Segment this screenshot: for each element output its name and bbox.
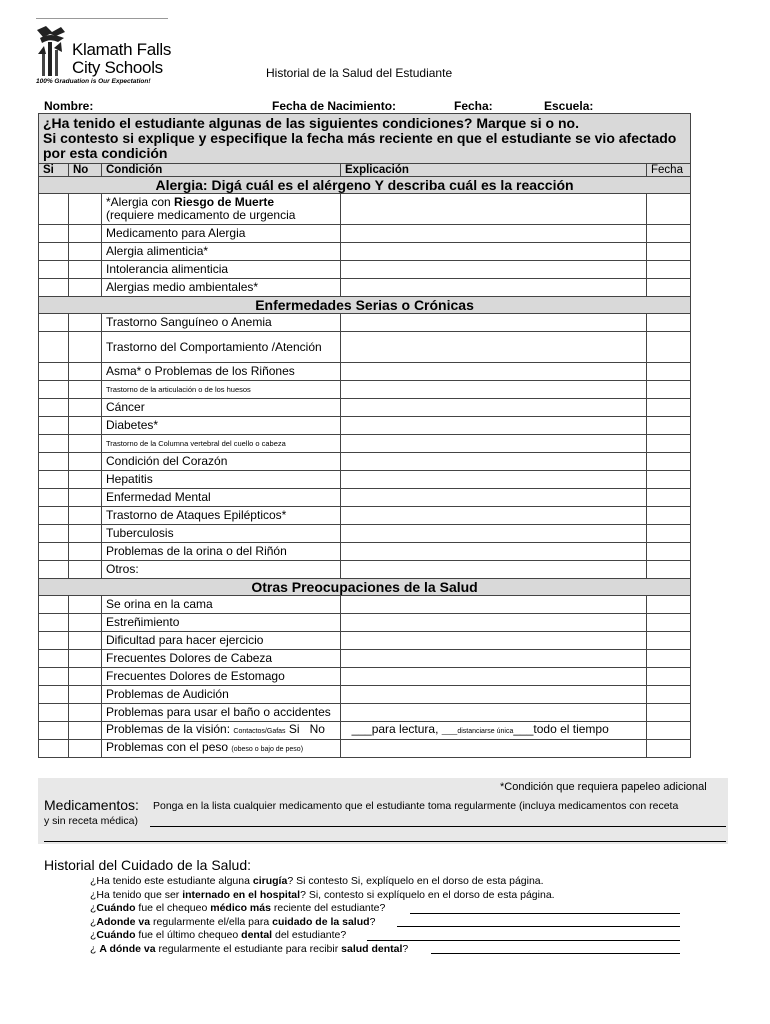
explanation-field[interactable] bbox=[341, 596, 647, 614]
school-logo bbox=[34, 22, 184, 92]
explanation-field[interactable] bbox=[341, 399, 647, 417]
date-field[interactable] bbox=[647, 668, 691, 686]
condition-label: Otros: bbox=[102, 561, 341, 579]
checkbox-no[interactable] bbox=[69, 471, 102, 489]
condition-label: Estreñimiento bbox=[102, 614, 341, 632]
table-row bbox=[39, 686, 691, 704]
checkbox-no[interactable] bbox=[69, 650, 102, 668]
checkbox-si[interactable] bbox=[39, 417, 69, 435]
date-field[interactable] bbox=[647, 561, 691, 579]
condition-label: Diabetes* bbox=[102, 417, 341, 435]
table-row bbox=[39, 363, 691, 381]
checkbox-si[interactable] bbox=[39, 399, 69, 417]
checkbox-no[interactable] bbox=[69, 225, 102, 243]
date-field[interactable] bbox=[647, 435, 691, 453]
table-row bbox=[39, 399, 691, 417]
date-field[interactable] bbox=[647, 507, 691, 525]
checkbox-no[interactable] bbox=[69, 279, 102, 297]
allergy-rows bbox=[39, 225, 691, 297]
table-row bbox=[39, 489, 691, 507]
medications-text: Ponga en la lista cualquier medicamento que el estudiante toma regularmente (incluya medicamentos con receta bbox=[153, 800, 679, 812]
checkbox-no[interactable] bbox=[69, 686, 102, 704]
history-question-checkup: ¿Cuándo fue el chequeo médico más reciente del estudiante? bbox=[90, 902, 386, 914]
checkbox-no[interactable] bbox=[69, 740, 102, 758]
explanation-field[interactable] bbox=[341, 435, 647, 453]
explanation-field[interactable] bbox=[341, 194, 647, 225]
checkbox-si[interactable] bbox=[39, 332, 69, 363]
checkbox-no[interactable] bbox=[69, 194, 102, 225]
logo-line1: Klamath Falls bbox=[72, 40, 172, 59]
checkbox-si[interactable] bbox=[39, 668, 69, 686]
explanation-field[interactable] bbox=[341, 668, 647, 686]
explanation-field[interactable] bbox=[341, 225, 647, 243]
date-field[interactable] bbox=[647, 381, 691, 399]
col-condicion: Condición bbox=[102, 164, 341, 177]
explanation-field[interactable] bbox=[341, 363, 647, 381]
checkbox-si[interactable] bbox=[39, 435, 69, 453]
table-row bbox=[39, 381, 691, 399]
condition-label: Alergia alimenticia* bbox=[102, 243, 341, 261]
document-title: Historial de la Salud del Estudiante bbox=[266, 66, 453, 80]
date-field[interactable] bbox=[647, 243, 691, 261]
history-question-surgery: ¿Ha tenido este estudiante alguna cirugía? Si contesto Si, explíquelo en el dorso de esta página. bbox=[90, 875, 544, 887]
condition-label: Alergias medio ambientales* bbox=[102, 279, 341, 297]
condition-label: Se orina en la cama bbox=[102, 596, 341, 614]
checkbox-no[interactable] bbox=[69, 489, 102, 507]
checkbox-no[interactable] bbox=[69, 417, 102, 435]
checkbox-no[interactable] bbox=[69, 435, 102, 453]
footnote: *Condición que requiera papeleo adicional bbox=[500, 781, 707, 793]
checkbox-si[interactable] bbox=[39, 261, 69, 279]
table-row bbox=[39, 740, 691, 758]
date-field[interactable] bbox=[647, 525, 691, 543]
answer-line-care[interactable] bbox=[397, 926, 680, 927]
condition-label: Frecuentes Dolores de Cabeza bbox=[102, 650, 341, 668]
condition-label: *Alergia con Riesgo de Muerte (requiere medicamento de urgencia bbox=[102, 194, 341, 225]
table-row bbox=[39, 543, 691, 561]
checkbox-si[interactable] bbox=[39, 704, 69, 722]
table-row bbox=[39, 332, 691, 363]
date-field[interactable] bbox=[647, 596, 691, 614]
conditions-table bbox=[38, 113, 691, 758]
date-field[interactable] bbox=[647, 314, 691, 332]
checkbox-no[interactable] bbox=[69, 243, 102, 261]
checkbox-si[interactable] bbox=[39, 489, 69, 507]
field-fecha: Fecha: bbox=[454, 99, 493, 113]
col-no: No bbox=[69, 164, 102, 177]
checkbox-si[interactable] bbox=[39, 632, 69, 650]
table-row bbox=[39, 632, 691, 650]
condition-label: Intolerancia alimenticia bbox=[102, 261, 341, 279]
condition-label: Problemas de Audición bbox=[102, 686, 341, 704]
explanation-field[interactable] bbox=[341, 471, 647, 489]
answer-line-checkup[interactable] bbox=[410, 913, 680, 914]
condition-label: Enfermedad Mental bbox=[102, 489, 341, 507]
checkbox-no[interactable] bbox=[69, 525, 102, 543]
date-field[interactable] bbox=[647, 194, 691, 225]
logo-line2: City Schools bbox=[72, 58, 163, 77]
date-field[interactable] bbox=[647, 363, 691, 381]
checkbox-si[interactable] bbox=[39, 314, 69, 332]
date-field[interactable] bbox=[647, 650, 691, 668]
section-other-heading: Otras Preocupaciones de la Salud bbox=[39, 579, 691, 596]
checkbox-si[interactable] bbox=[39, 243, 69, 261]
column-header-row bbox=[39, 164, 691, 177]
checkbox-si[interactable] bbox=[39, 740, 69, 758]
date-field[interactable] bbox=[647, 225, 691, 243]
checkbox-no[interactable] bbox=[69, 722, 102, 740]
checkbox-si[interactable] bbox=[39, 507, 69, 525]
date-field[interactable] bbox=[647, 279, 691, 297]
vision-explanation[interactable]: ___para lectura, ____distanciarse única___todo el tiempo bbox=[341, 722, 647, 740]
question-text: ¿Ha tenido el estudiante algunas de las siguientes condiciones? Marque si o no. Si contesto si explique y especifique la fecha más reciente en que el estudiante se vio afectado por esta condición bbox=[39, 114, 691, 164]
checkbox-no[interactable] bbox=[69, 453, 102, 471]
checkbox-no[interactable] bbox=[69, 668, 102, 686]
explanation-field[interactable] bbox=[341, 561, 647, 579]
checkbox-no[interactable] bbox=[69, 596, 102, 614]
answer-line-dental-care[interactable] bbox=[431, 953, 680, 954]
checkbox-no[interactable] bbox=[69, 261, 102, 279]
chronic-rows bbox=[39, 314, 691, 579]
date-field[interactable] bbox=[647, 332, 691, 363]
checkbox-no[interactable] bbox=[69, 632, 102, 650]
condition-label: Dificultad para hacer ejercicio bbox=[102, 632, 341, 650]
date-field[interactable] bbox=[647, 471, 691, 489]
condition-label: Problemas de la orina o del Riñón bbox=[102, 543, 341, 561]
explanation-field[interactable] bbox=[341, 381, 647, 399]
condition-label: Medicamento para Alergia bbox=[102, 225, 341, 243]
condition-label: Trastorno de la Columna vertebral del cuello o cabeza bbox=[102, 435, 341, 453]
col-fecha: Fecha bbox=[647, 164, 691, 177]
explanation-field[interactable] bbox=[341, 279, 647, 297]
question-row bbox=[39, 114, 691, 164]
col-explicacion: Explicación bbox=[341, 164, 647, 177]
checkbox-si[interactable] bbox=[39, 722, 69, 740]
checkbox-si[interactable] bbox=[39, 381, 69, 399]
condition-label: Problemas para usar el baño o accidentes bbox=[102, 704, 341, 722]
table-row bbox=[39, 704, 691, 722]
explanation-field[interactable] bbox=[341, 417, 647, 435]
date-field[interactable] bbox=[647, 261, 691, 279]
section-allergy-heading: Alergia: Digá cuál es el alérgeno Y describa cuál es la reacción bbox=[39, 177, 691, 194]
medications-text-2: y sin receta médica) bbox=[44, 815, 138, 827]
explanation-field[interactable] bbox=[341, 453, 647, 471]
condition-label: Trastorno de la articulación o de los huesos bbox=[102, 381, 341, 399]
medications-line-2[interactable] bbox=[44, 841, 726, 842]
checkbox-si[interactable] bbox=[39, 279, 69, 297]
checkbox-si[interactable] bbox=[39, 225, 69, 243]
checkbox-no[interactable] bbox=[69, 399, 102, 417]
medications-label: Medicamentos: bbox=[44, 797, 139, 813]
logo-trees-icon bbox=[34, 24, 68, 80]
checkbox-si[interactable] bbox=[39, 471, 69, 489]
checkbox-no[interactable] bbox=[69, 381, 102, 399]
date-field[interactable] bbox=[647, 453, 691, 471]
other-rows bbox=[39, 596, 691, 722]
date-field[interactable] bbox=[647, 722, 691, 740]
top-rule bbox=[36, 18, 168, 19]
condition-label: Trastorno del Comportamiento /Atención bbox=[102, 332, 341, 363]
checkbox-si[interactable] bbox=[39, 363, 69, 381]
explanation-field[interactable] bbox=[341, 614, 647, 632]
history-question-hospital: ¿Ha tenido que ser internado en el hospital? Si, contesto si explíquelo en el dorso de esta página. bbox=[90, 889, 555, 901]
explanation-field[interactable] bbox=[341, 525, 647, 543]
explanation-field[interactable] bbox=[341, 650, 647, 668]
date-field[interactable] bbox=[647, 614, 691, 632]
table-row bbox=[39, 194, 691, 225]
field-nacimiento: Fecha de Nacimiento: bbox=[272, 99, 397, 113]
checkbox-si[interactable] bbox=[39, 543, 69, 561]
table-row bbox=[39, 525, 691, 543]
explanation-field[interactable] bbox=[341, 489, 647, 507]
checkbox-si[interactable] bbox=[39, 596, 69, 614]
date-field[interactable] bbox=[647, 686, 691, 704]
explanation-field[interactable] bbox=[341, 243, 647, 261]
checkbox-no[interactable] bbox=[69, 314, 102, 332]
date-field[interactable] bbox=[647, 543, 691, 561]
condition-label: Trastorno de Ataques Epilépticos* bbox=[102, 507, 341, 525]
explanation-field[interactable] bbox=[341, 632, 647, 650]
history-heading: Historial del Cuidado de la Salud: bbox=[44, 857, 252, 873]
checkbox-si[interactable] bbox=[39, 561, 69, 579]
checkbox-no[interactable] bbox=[69, 332, 102, 363]
checkbox-si[interactable] bbox=[39, 194, 69, 225]
explanation-field[interactable] bbox=[341, 543, 647, 561]
medications-line-1[interactable] bbox=[150, 826, 726, 827]
table-row bbox=[39, 261, 691, 279]
condition-label: Problemas de la visión: Contactos/Gafas Si No bbox=[102, 722, 341, 740]
checkbox-no[interactable] bbox=[69, 363, 102, 381]
table-row bbox=[39, 668, 691, 686]
table-row bbox=[39, 722, 691, 740]
field-nombre: Nombre: bbox=[44, 99, 94, 113]
date-field[interactable] bbox=[647, 740, 691, 758]
condition-label: Tuberculosis bbox=[102, 525, 341, 543]
table-row bbox=[39, 614, 691, 632]
history-question-care: ¿Adonde va regularmente el/ella para cuidado de la salud? bbox=[90, 916, 376, 928]
checkbox-no[interactable] bbox=[69, 561, 102, 579]
condition-label: Frecuentes Dolores de Estomago bbox=[102, 668, 341, 686]
table-row bbox=[39, 453, 691, 471]
date-field[interactable] bbox=[647, 489, 691, 507]
date-field[interactable] bbox=[647, 399, 691, 417]
checkbox-si[interactable] bbox=[39, 525, 69, 543]
explanation-field[interactable] bbox=[341, 740, 647, 758]
section-chronic-heading: Enfermedades Serias o Crónicas bbox=[39, 297, 691, 314]
table-row bbox=[39, 650, 691, 668]
table-row bbox=[39, 225, 691, 243]
date-field[interactable] bbox=[647, 417, 691, 435]
condition-label: Hepatitis bbox=[102, 471, 341, 489]
table-row bbox=[39, 561, 691, 579]
table-row bbox=[39, 243, 691, 261]
checkbox-si[interactable] bbox=[39, 650, 69, 668]
condition-label: Cáncer bbox=[102, 399, 341, 417]
condition-label: Asma* o Problemas de los Riñones bbox=[102, 363, 341, 381]
condition-label: Trastorno Sanguíneo o Anemia bbox=[102, 314, 341, 332]
checkbox-no[interactable] bbox=[69, 543, 102, 561]
table-row bbox=[39, 435, 691, 453]
explanation-field[interactable] bbox=[341, 261, 647, 279]
checkbox-no[interactable] bbox=[69, 614, 102, 632]
explanation-field[interactable] bbox=[341, 507, 647, 525]
table-row bbox=[39, 417, 691, 435]
checkbox-no[interactable] bbox=[69, 507, 102, 525]
field-escuela: Escuela: bbox=[544, 99, 594, 113]
explanation-field[interactable] bbox=[341, 314, 647, 332]
table-row bbox=[39, 471, 691, 489]
date-field[interactable] bbox=[647, 632, 691, 650]
history-question-dental-checkup: ¿Cuándo fue el último chequeo dental del estudiante? bbox=[90, 929, 347, 941]
date-field[interactable] bbox=[647, 704, 691, 722]
table-row bbox=[39, 279, 691, 297]
history-question-dental-care: ¿ A dónde va regularmente el estudiante para recibir salud dental? bbox=[90, 943, 409, 955]
logo-tagline: 100% Graduation is Our Expectation! bbox=[36, 78, 151, 85]
table-row bbox=[39, 507, 691, 525]
checkbox-si[interactable] bbox=[39, 686, 69, 704]
table-row bbox=[39, 596, 691, 614]
explanation-field[interactable] bbox=[341, 704, 647, 722]
checkbox-si[interactable] bbox=[39, 453, 69, 471]
checkbox-si[interactable] bbox=[39, 614, 69, 632]
explanation-field[interactable] bbox=[341, 686, 647, 704]
checkbox-no[interactable] bbox=[69, 704, 102, 722]
explanation-field[interactable] bbox=[341, 332, 647, 363]
table-row bbox=[39, 314, 691, 332]
condition-label: Condición del Corazón bbox=[102, 453, 341, 471]
condition-label: Problemas con el peso (obeso o bajo de peso) bbox=[102, 740, 341, 758]
answer-line-dental-checkup[interactable] bbox=[367, 940, 680, 941]
col-si: Si bbox=[39, 164, 69, 177]
